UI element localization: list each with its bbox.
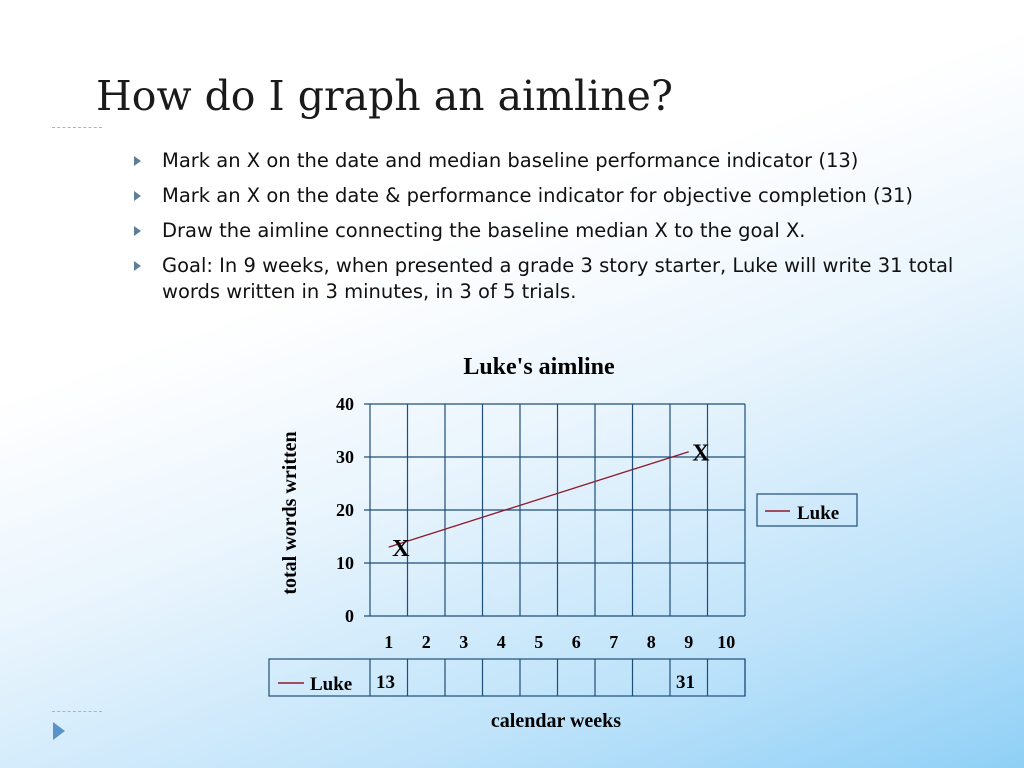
- table-cell-value: 13: [376, 672, 395, 693]
- x-tick-label: 8: [646, 632, 656, 652]
- footer-divider: [52, 711, 102, 712]
- legend: [757, 494, 857, 526]
- bullet-text: Goal: In 9 weeks, when presented a grade 3 story starter, Luke will write 31 total words written in 3 minutes, in 3 of 5 trials.: [162, 254, 954, 303]
- legend-label: Luke: [797, 503, 840, 524]
- bullet-text: Mark an X on the date & performance indicator for objective completion (31): [162, 184, 913, 207]
- y-tick-label: 0: [345, 606, 354, 626]
- x-tick-label: 4: [496, 632, 506, 652]
- y-tick-label: 10: [336, 553, 354, 573]
- x-tick-label: 10: [717, 632, 736, 652]
- table-row-label: Luke: [310, 674, 353, 695]
- slide-title: How do I graph an aimline?: [96, 72, 673, 120]
- x-tick-label: 3: [459, 632, 469, 652]
- x-tick-label: 6: [571, 632, 581, 652]
- y-tick-label: 40: [336, 394, 354, 414]
- aimline-series-line: [389, 452, 689, 547]
- chart-title: Luke's aimline: [463, 354, 615, 380]
- x-tick-label: 9: [684, 632, 694, 652]
- data-point-marker: X: [692, 440, 710, 467]
- data-point-marker: X: [392, 536, 410, 563]
- x-tick-label: 1: [384, 632, 394, 652]
- y-axis-label: total words written: [279, 431, 301, 595]
- table-cell-value: 31: [676, 672, 695, 693]
- x-axis-label: calendar weeks: [490, 710, 622, 732]
- bullet-text: Mark an X on the date and median baseline performance indicator (13): [162, 149, 859, 172]
- x-tick-label: 5: [534, 632, 544, 652]
- data-table: [269, 659, 745, 696]
- next-slide-arrow-icon[interactable]: [53, 722, 65, 740]
- plot-series: [389, 441, 710, 562]
- y-tick-label: 20: [336, 500, 354, 520]
- bullet-text: Draw the aimline connecting the baseline median X to the goal X.: [162, 219, 806, 242]
- plot-grid: [336, 394, 745, 652]
- x-tick-label: 7: [609, 632, 619, 652]
- y-tick-label: 30: [336, 447, 354, 467]
- x-tick-label: 2: [421, 632, 431, 652]
